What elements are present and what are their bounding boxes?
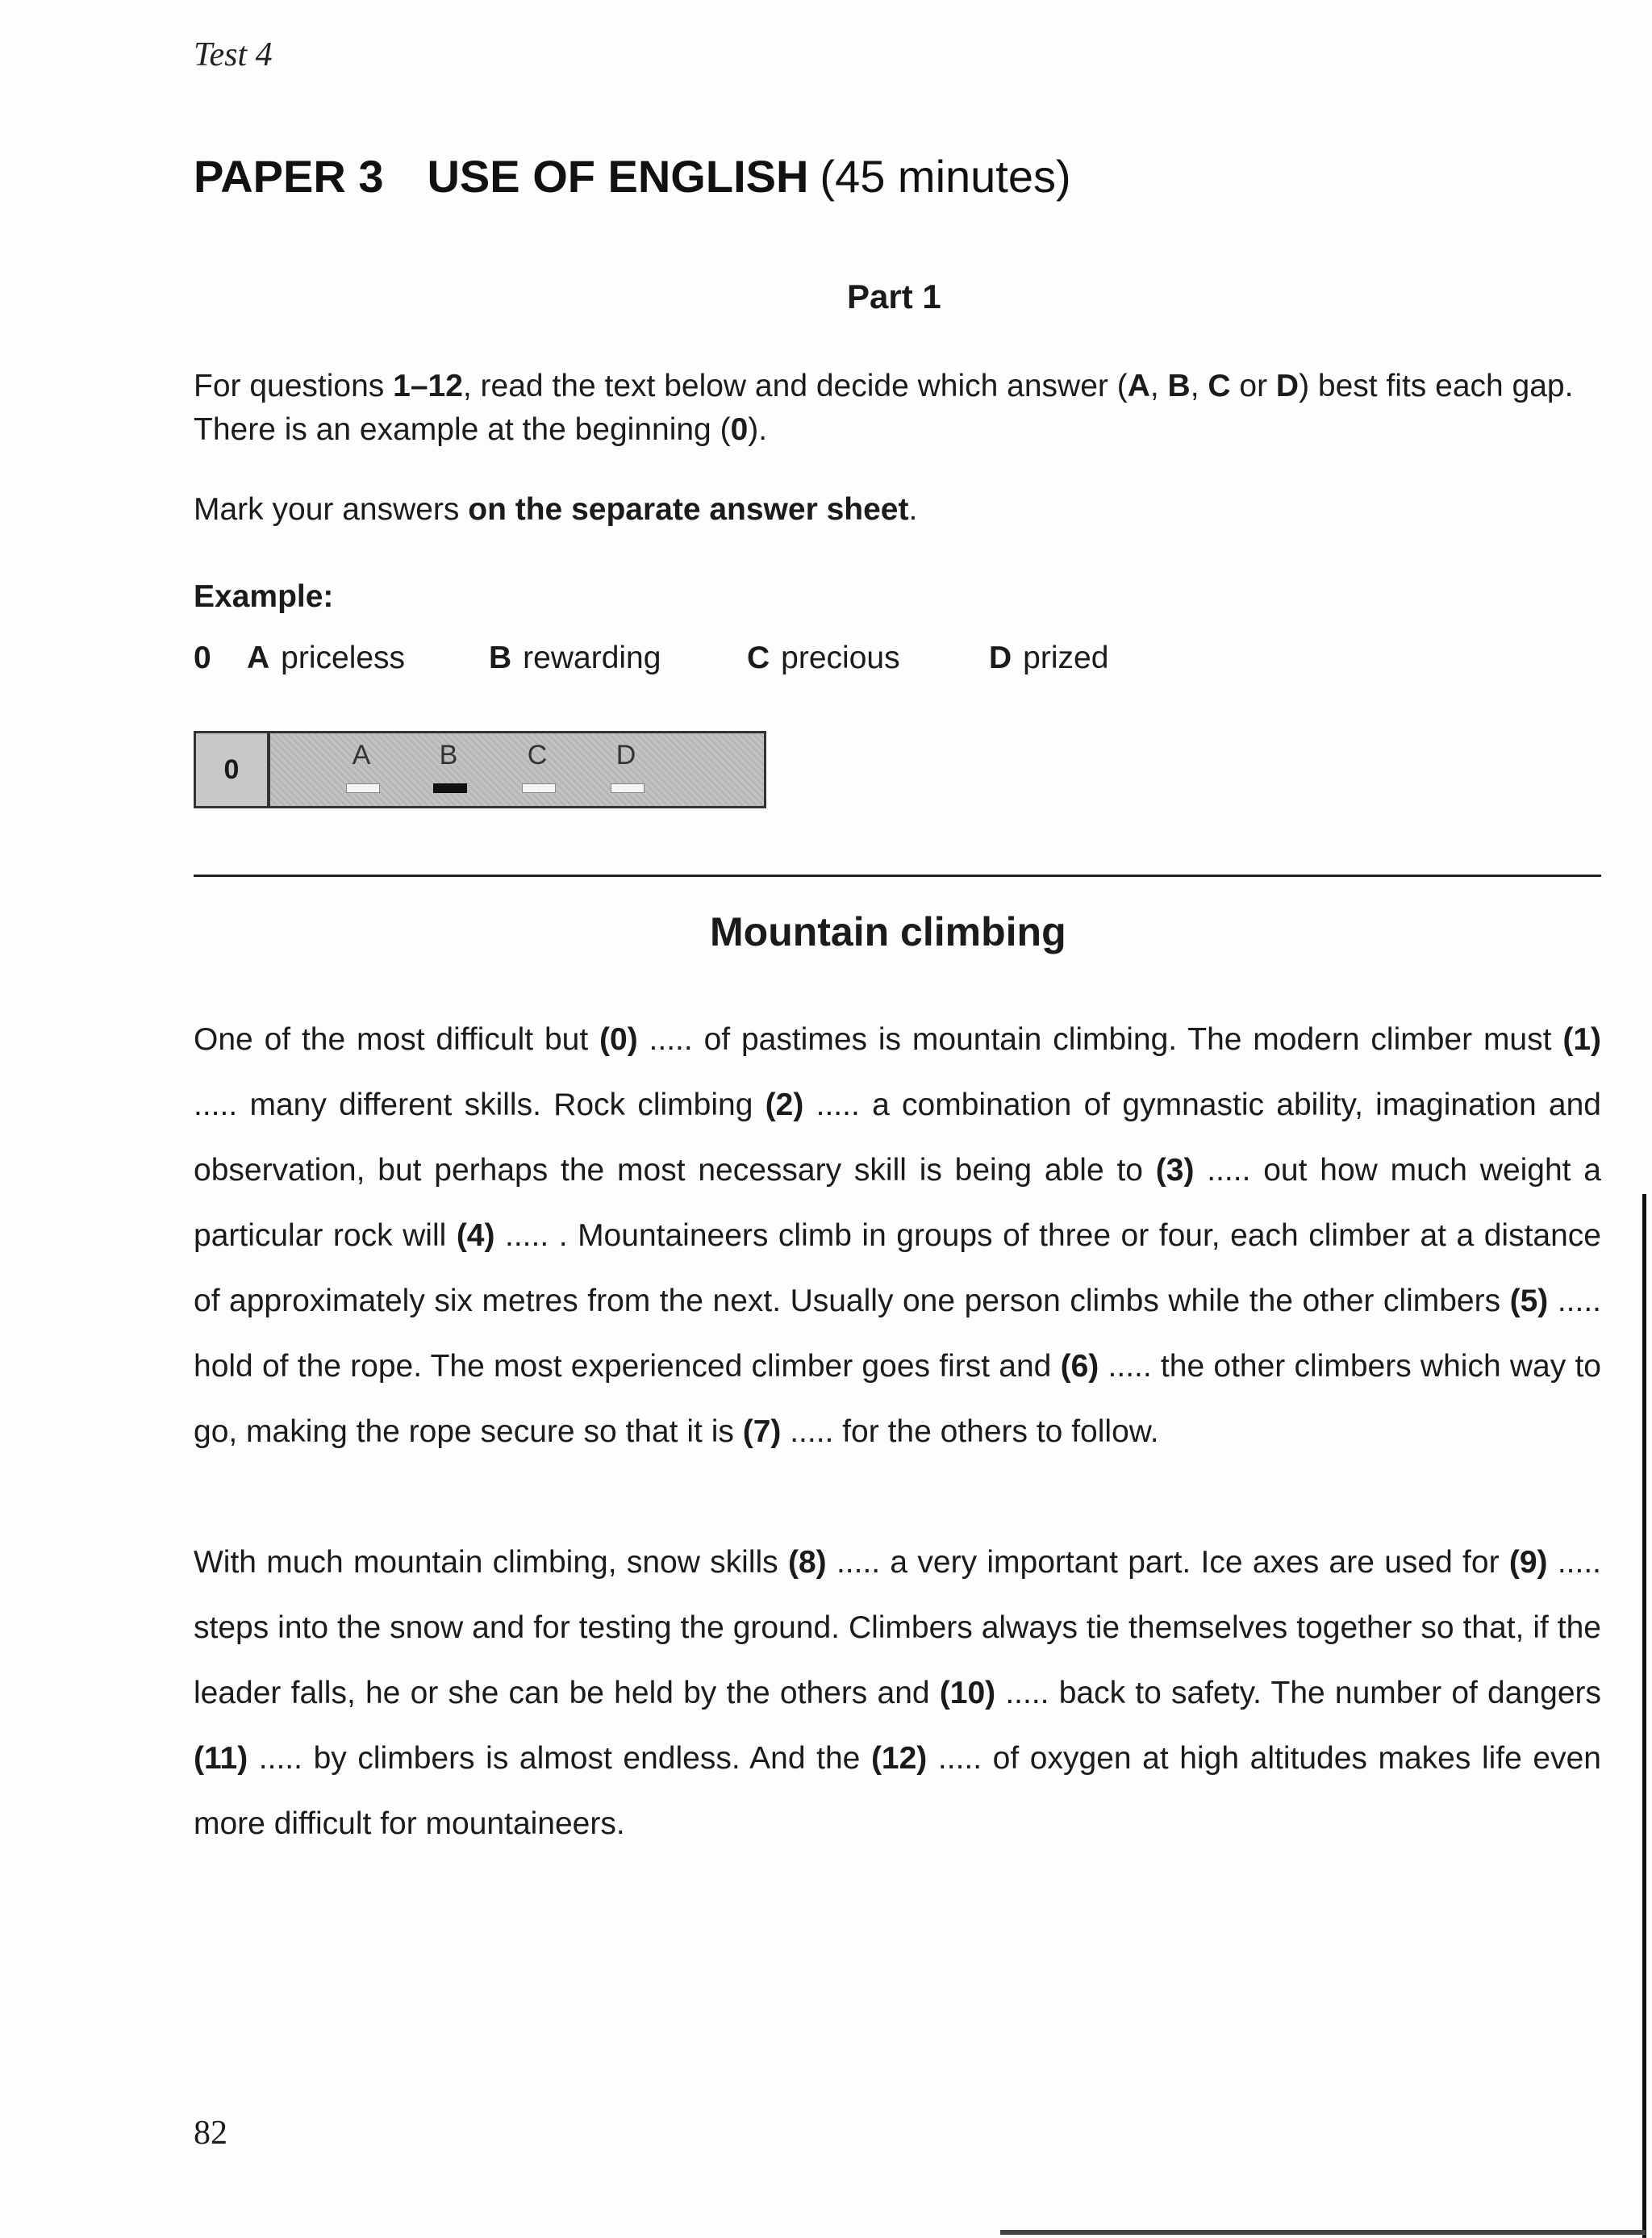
- instructions-text: There is an example at the beginning (: [194, 412, 731, 447]
- answer-mark-a[interactable]: [346, 783, 380, 793]
- passage-text: ..... . Mountaineers climb in groups of three or four, each climber at a distance of approximately six metres from the next. Usually one person climbs while the other climbers: [194, 1218, 1601, 1318]
- passage-text: With much mountain climbing, snow skills: [194, 1545, 788, 1580]
- passage-text: ..... hold of the rope. The most experienced climber goes first and: [194, 1284, 1601, 1384]
- option-letter: D: [989, 641, 1012, 675]
- gap-number: (0): [599, 1022, 638, 1057]
- instructions-text: , read the text below and decide which answer (: [462, 369, 1128, 403]
- text-title: Mountain climbing: [710, 909, 1066, 954]
- instructions-text: For questions: [194, 369, 394, 403]
- passage-text: One of the most difficult but: [194, 1022, 600, 1057]
- option-letter: B: [489, 641, 512, 675]
- instructions-text: ) best fits each gap.: [1299, 369, 1574, 403]
- answer-box-letter-b: B: [439, 740, 458, 770]
- passage-text: ..... back to safety. The number of dangers: [995, 1676, 1601, 1710]
- option-word: prized: [1023, 641, 1109, 675]
- answer-mark-d[interactable]: [611, 783, 645, 793]
- running-head: Test 4: [194, 36, 273, 73]
- gap-number: (1): [1562, 1022, 1601, 1057]
- example-option-a: [247, 641, 405, 676]
- text-paragraph-2: [194, 1530, 1601, 1856]
- example-option-d: [989, 641, 1108, 676]
- option-letter: A: [247, 641, 270, 675]
- divider-rule: [194, 875, 1601, 877]
- part-title: Part 1: [847, 278, 941, 315]
- instructions-text: ).: [748, 412, 768, 447]
- gap-number: (6): [1060, 1349, 1099, 1384]
- mark-answers-instruction: [194, 492, 917, 528]
- paper-name: USE OF ENGLISH: [427, 151, 809, 202]
- example-option-b: [489, 641, 661, 676]
- passage-text: ..... out how much weight a particular rock will: [194, 1153, 1602, 1253]
- page-number: 82: [194, 2115, 227, 2152]
- gap-number: (3): [1155, 1153, 1195, 1188]
- answer-box-number: 0: [196, 733, 270, 806]
- example-number: 0: [730, 412, 749, 447]
- passage-text: ..... a very important part. Ice axes are used for: [826, 1545, 1509, 1580]
- answer-box-letter-a: A: [352, 740, 371, 770]
- paper-duration: (45 minutes): [820, 151, 1071, 202]
- page-edge-shadow: [1000, 2230, 1646, 2235]
- option-word: rewarding: [523, 641, 661, 675]
- option-letter: C: [1208, 369, 1231, 403]
- separator: ,: [1149, 369, 1168, 403]
- passage-text: ..... many different skills. Rock climbing: [194, 1088, 766, 1122]
- gap-number: (4): [456, 1218, 495, 1253]
- answer-mark-b[interactable]: [433, 783, 467, 793]
- mark-answers-emphasis: on the separate answer sheet: [468, 492, 909, 527]
- answer-box-letter-c: C: [527, 740, 548, 770]
- gap-number: (7): [742, 1414, 782, 1449]
- answer-box-letter-d: D: [615, 740, 636, 770]
- paper-heading: [194, 150, 1071, 203]
- example-option-c: [747, 641, 900, 676]
- question-range: 1–12: [393, 369, 463, 403]
- passage-text: ..... a combination of gymnastic ability, imagination and observation, but perhaps the most necessary skill is being able to: [194, 1088, 1601, 1188]
- gap-number: (12): [870, 1741, 928, 1776]
- option-word: priceless: [281, 641, 406, 675]
- gap-number: (9): [1508, 1545, 1548, 1580]
- option-letter: B: [1167, 369, 1191, 403]
- option-letter: D: [1275, 369, 1299, 403]
- passage-text: ..... the other climbers which way to go, making the rope secure so that it is: [194, 1349, 1601, 1449]
- option-letter: C: [747, 641, 770, 675]
- gap-number: (8): [787, 1545, 827, 1580]
- text-paragraph-1: [194, 1007, 1601, 1464]
- example-question-number: 0: [194, 641, 211, 675]
- example-label: Example:: [194, 579, 334, 614]
- separator: ,: [1190, 369, 1208, 403]
- separator: or: [1230, 369, 1276, 403]
- passage-text: ..... for the others to follow.: [781, 1414, 1159, 1449]
- paper-number: PAPER 3: [194, 151, 384, 202]
- instructions: [194, 365, 1613, 452]
- example-answer-box: [194, 731, 766, 808]
- passage-text: ..... by climbers is almost endless. And the: [248, 1741, 871, 1776]
- option-letter: A: [1127, 369, 1150, 403]
- mark-answers-text: .: [908, 492, 918, 527]
- passage-text: ..... steps into the snow and for testing the ground. Climbers always tie themselves together so that, if the leader falls, he or she can be held by the others and: [194, 1545, 1601, 1710]
- passage-text: ..... of oxygen at high altitudes makes life even more difficult for mountaineers.: [194, 1741, 1601, 1841]
- gap-number: (2): [765, 1088, 804, 1122]
- page-edge-shadow: [1642, 1194, 1646, 2238]
- option-word: precious: [781, 641, 900, 675]
- mark-answers-text: Mark your answers: [194, 492, 469, 527]
- gap-number: (10): [939, 1676, 996, 1710]
- answer-mark-c[interactable]: [522, 783, 556, 793]
- gap-number: (11): [194, 1741, 248, 1776]
- gap-number: (5): [1509, 1284, 1549, 1318]
- passage-text: ..... of pastimes is mountain climbing. The modern climber must: [637, 1022, 1563, 1057]
